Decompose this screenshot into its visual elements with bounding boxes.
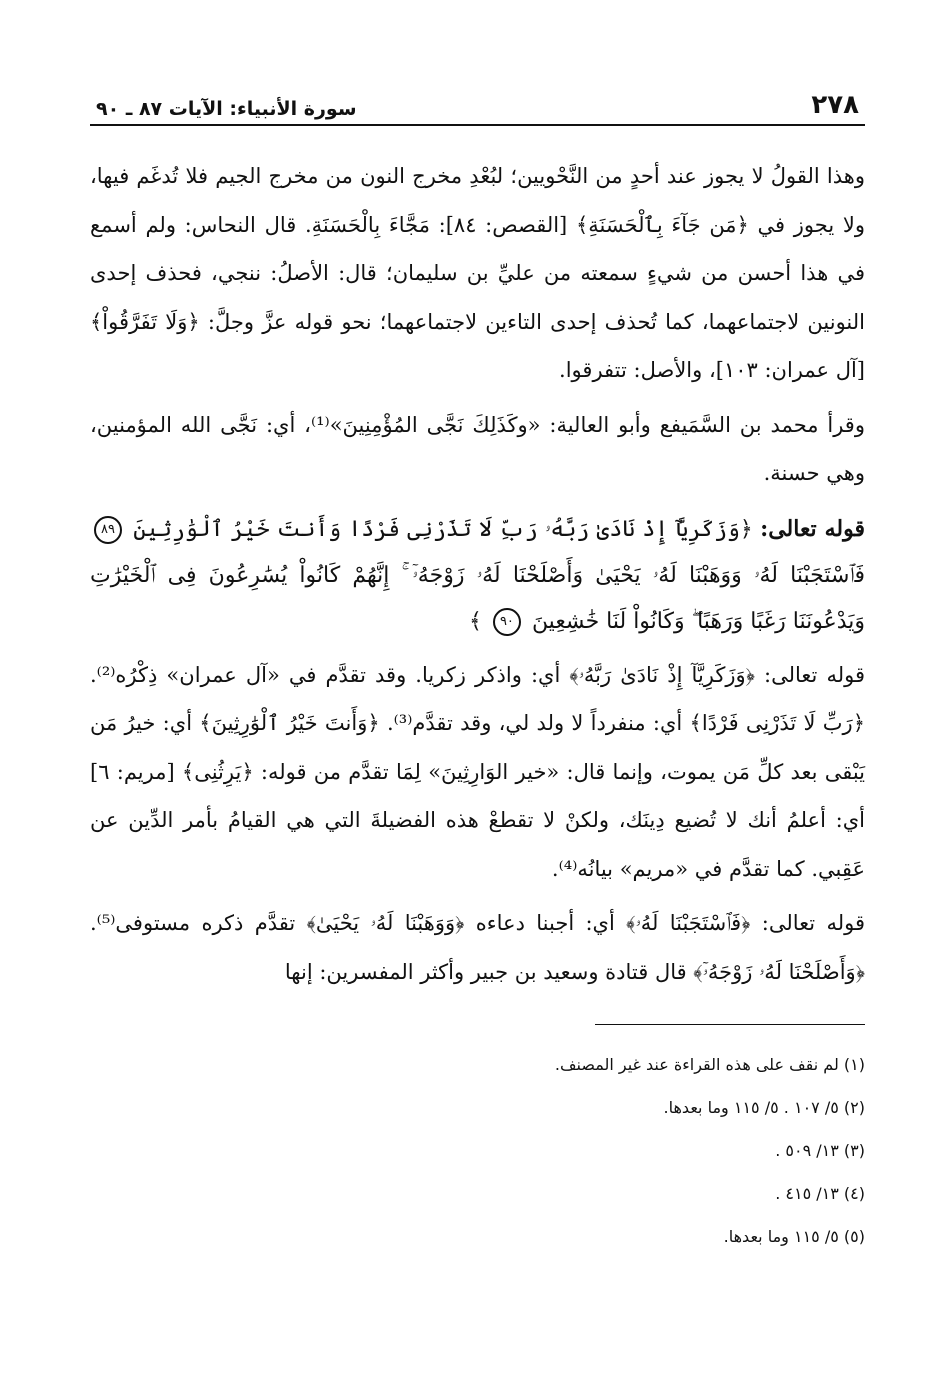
verse-close-bracket: ﴾ [469,608,482,634]
paragraph: وهذا القولُ لا يجوز عند أحدٍ من النَّحْويين؛ لبُعْدِ مخرج النون من مخرج الجيم فلا تُدغَم فيها، ولا يجوز في ﴿مَن جَآءَ بِٱلْحَسَنَةِ﴾ [القصص: ٨٤]: مَجَّاءَ بِالْحَسَنَةِ. قال النحاس: ولم أسمع في هذا أحسن من شيءٍ سمعته من عليِّ بن سليمان؛ قال: الأصلُ: ننجي، فحذف إحدى النونين لاجتماعهما، كما تُحذف إحدى التاءين لاجتماعهما؛ نحو قوله عزَّ وجلَّ: ﴿وَلَا تَفَرَّقُواْ﴾ [آل عمران: ١٠٣]، والأصل: تتفرقوا. [90,164,865,382]
page-header [90,80,865,126]
quran-verse-block [90,506,865,645]
footnote: (٢) ٥/ ١٠٧ . ٥/ ١١٥ وما بعدها. [663,1098,865,1117]
footnote: (١) لم نقف على هذه القراءة عند غير المصنف. [554,1055,865,1074]
commentary-paragraph: قوله تعالى: ﴿فَٱسْتَجَبْنَا لَهُۥ﴾ أي: أجبنا دعاءه ﴿وَوَهَبْنَا لَهُۥ يَحْيَىٰ﴾ تقدَّم ذكره مستوفى⁽⁵⁾. ﴿وَأَصْلَحْنَا لَهُۥ زَوْجَهُۥٓ﴾ قال قتادة وسعيد بن جبير وأكثر المفسرين: إنها [90,911,865,984]
verse-text: فَٱسْتَجَبْنَا لَهُۥ وَوَهَبْنَا لَهُۥ يَحْيَىٰ وَأَصْلَحْنَا لَهُۥ زَوْجَهُۥٓ ۚ إِنَّهُمْ كَانُواْ يُسَٰرِعُونَ فِى ٱلْخَيْرَٰتِ وَيَدْعُونَنَا رَغَبًا وَرَهَبًا ۖ وَكَانُواْ لَنَا خَٰشِعِينَ [90,562,865,634]
paragraph: وقرأ محمد بن السَّمَيفع وأبو العالية: «وكَذَلِكَ نَجَّى المُؤْمِنِينَ»⁽¹⁾، أي: نَجَّى الله المؤمنين، وهي حسنة. [90,412,865,485]
running-title: سورة الأنبياء: الآيات ٨٧ ـ ٩٠ [96,98,357,120]
footnotes [90,1043,865,1258]
footnote: (٤) ١٣/ ٤١٥ . [775,1184,865,1203]
footnote: (٣) ١٣/ ٥٠٩ . [775,1141,865,1160]
commentary-paragraph: قوله تعالى: ﴿وَزَكَرِيَّآ إِذْ نَادَىٰ رَبَّهُۥ﴾ أي: واذكر زكريا. وقد تقدَّم في «آل عمران» ذِكْرُه⁽²⁾. ﴿رَبِّ لَا تَذَرْنِى فَرْدًا﴾ أي: منفرداً لا ولد لي، وقد تقدَّم⁽³⁾. ﴿وَأَنتَ خَيْرُ ٱلْوَٰرِثِينَ﴾ أي: خيرُ مَن يَبْقى بعد كلِّ مَن يموت، وإنما قال: «خير الوَارِثِينَ» لِمَا تقدَّم من قوله: ﴿يَرِثُنِى﴾ [مريم: ٦] أي: أعلمُ أنك لا تُضيع دِينَك، ولكنْ لا تقطعْ هذه الفضيلةَ التي هي القيامُ بأمر الدِّين عن عَقِبي. كما تقدَّم في «مريم» بيانُه⁽⁴⁾. [90,662,865,881]
main-text [90,152,865,996]
footnote: (٥) ٥/ ١١٥ وما بعدها. [723,1227,865,1246]
footnote-divider [595,1024,865,1025]
page-number: ٢٧٨ [811,90,859,120]
book-page [90,80,865,1258]
ayah-number-marker: ٩٠ [493,608,521,636]
verse-text: ﴿وَزَكَرِيَّآ إِذْ نَادَىٰ رَبَّهُۥ رَبِّ لَا تَذَرْنِى فَرْدًا وَأَنتَ خَيْرُ ٱلْوَٰرِثِينَ [133,516,753,542]
ayah-number-marker: ٨٩ [94,516,122,544]
verse-label: قوله تعالى: [760,515,865,542]
